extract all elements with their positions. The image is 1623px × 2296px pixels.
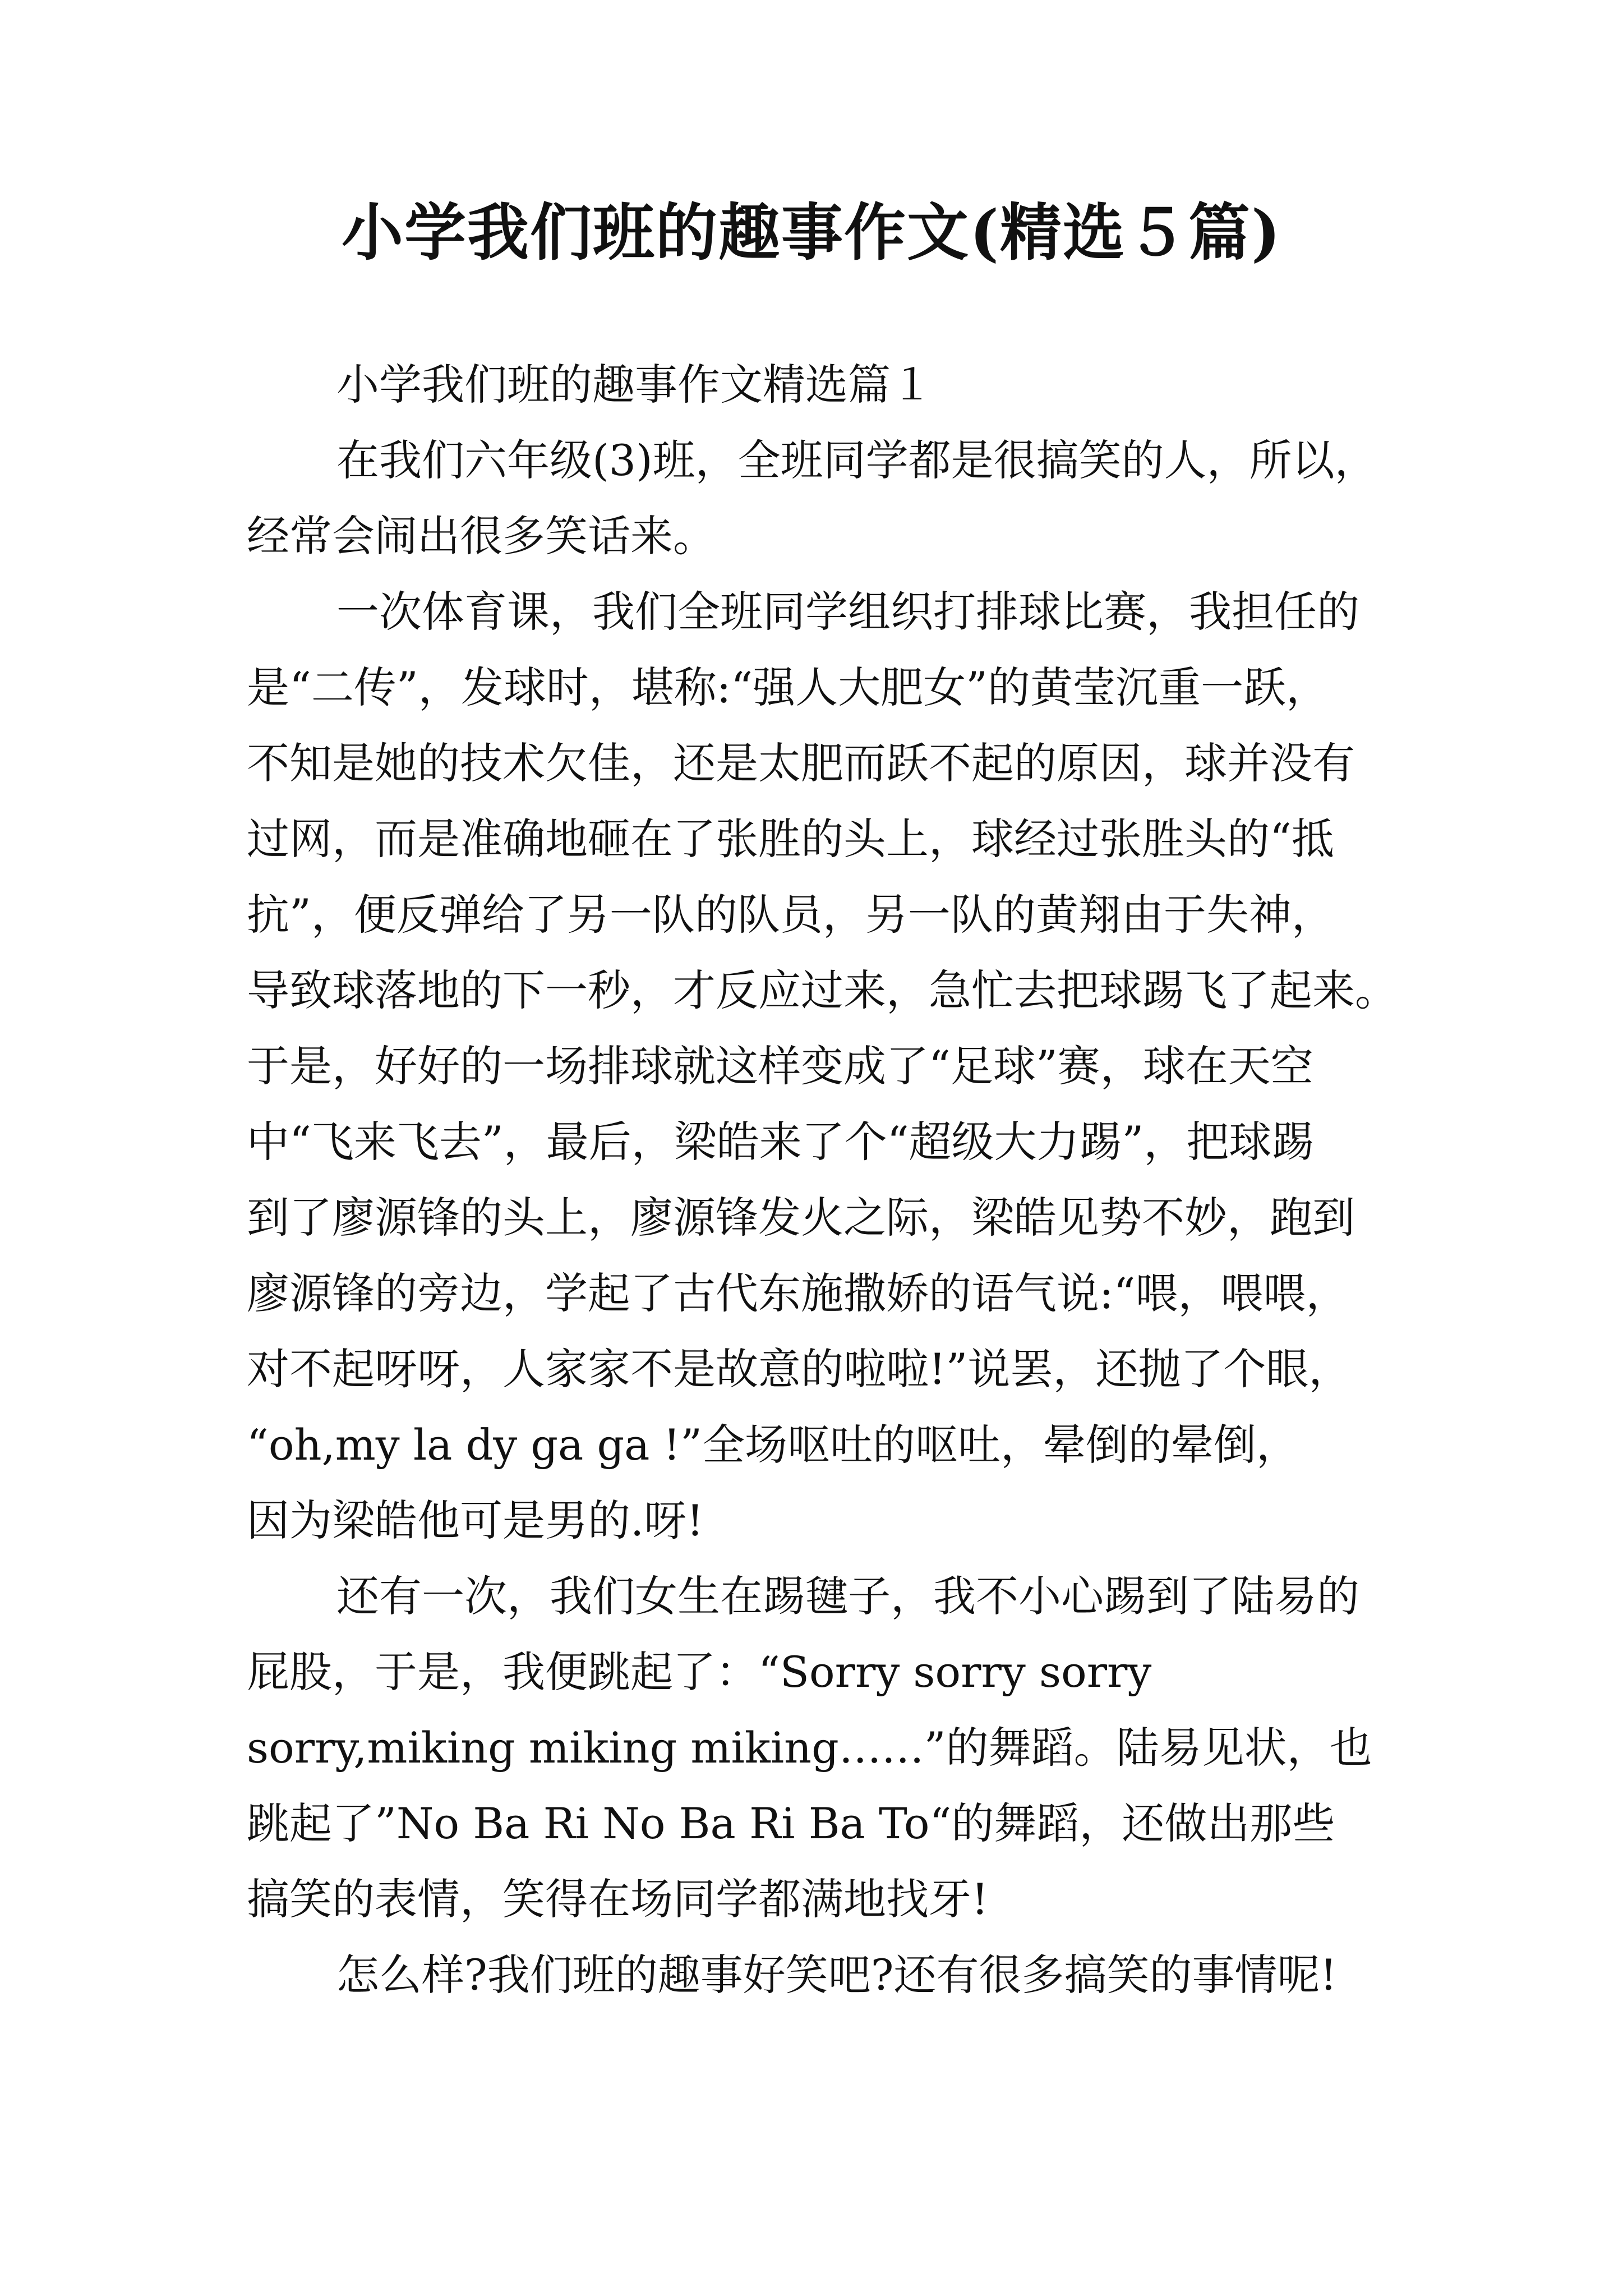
- paragraph-line: 不知是她的技术欠佳，还是太肥而跃不起的原因，球并没有: [247, 738, 1355, 788]
- paragraph-line: 屁股，于是，我便跳起了：“Sorry sorry sorry: [247, 1647, 1152, 1697]
- section-heading: 小学我们班的趣事作文精选篇１: [336, 360, 933, 409]
- paragraph-line: 怎么样?我们班的趣事好笑吧?还有很多搞笑的事情呢!: [336, 1950, 1338, 2000]
- paragraph-line: 搞笑的表情，笑得在场同学都满地找牙!: [247, 1874, 989, 1924]
- paragraph-line: 抗”，便反弹给了另一队的队员，另一队的黄翔由于失神，: [247, 890, 1334, 940]
- paragraph-line: 在我们六年级(3)班，全班同学都是很搞笑的人，所以，: [336, 435, 1377, 485]
- paragraph-line: 经常会闹出很多笑话来。: [247, 511, 716, 561]
- document-body: [247, 347, 1402, 2013]
- paragraph-line: 跳起了”No Ba Ri No Ba Ri Ba To“的舞蹈，还做出那些: [247, 1798, 1335, 1848]
- document-title: 小学我们班的趣事作文(精选５篇): [341, 196, 1282, 269]
- paragraph-line: 因为梁皓他可是男的.呀!: [247, 1496, 704, 1545]
- paragraph-line: 中“飞来飞去”，最后，梁皓来了个“超级大力踢”，把球踢: [247, 1117, 1315, 1167]
- paragraph-line: “oh,my la dy ga ga !”全场呕吐的呕吐，晕倒的晕倒，: [247, 1420, 1299, 1470]
- paragraph-line: 是“二传”，发球时，堪称:“强人大肥女”的黄莹沉重一跃，: [247, 662, 1329, 712]
- paragraph-line: 一次体育课，我们全班同学组织打排球比赛，我担任的: [336, 587, 1359, 637]
- paragraph-line: 对不起呀呀，人家家不是故意的啦啦!”说罢，还抛了个眼，: [247, 1344, 1352, 1394]
- paragraph-line: 于是，好好的一场排球就这样变成了“足球”赛，球在天空: [247, 1041, 1313, 1091]
- paragraph-line: 到了廖源锋的头上，廖源锋发火之际，梁皓见势不妙，跑到: [247, 1193, 1355, 1243]
- paragraph-line: sorry,miking miking miking……”的舞蹈。陆易见状，也: [247, 1723, 1372, 1773]
- paragraph-line: 廖源锋的旁边，学起了古代东施撒娇的语气说:“喂，喂喂，: [247, 1268, 1349, 1318]
- paragraph-line: 还有一次，我们女生在踢毽子，我不小心踢到了陆易的: [336, 1571, 1359, 1621]
- paragraph-line: 导致球落地的下一秒，才反应过来，急忙去把球踢飞了起来。: [247, 965, 1398, 1015]
- paragraph-line: 过网，而是准确地砸在了张胜的头上，球经过张胜头的“抵: [247, 814, 1334, 864]
